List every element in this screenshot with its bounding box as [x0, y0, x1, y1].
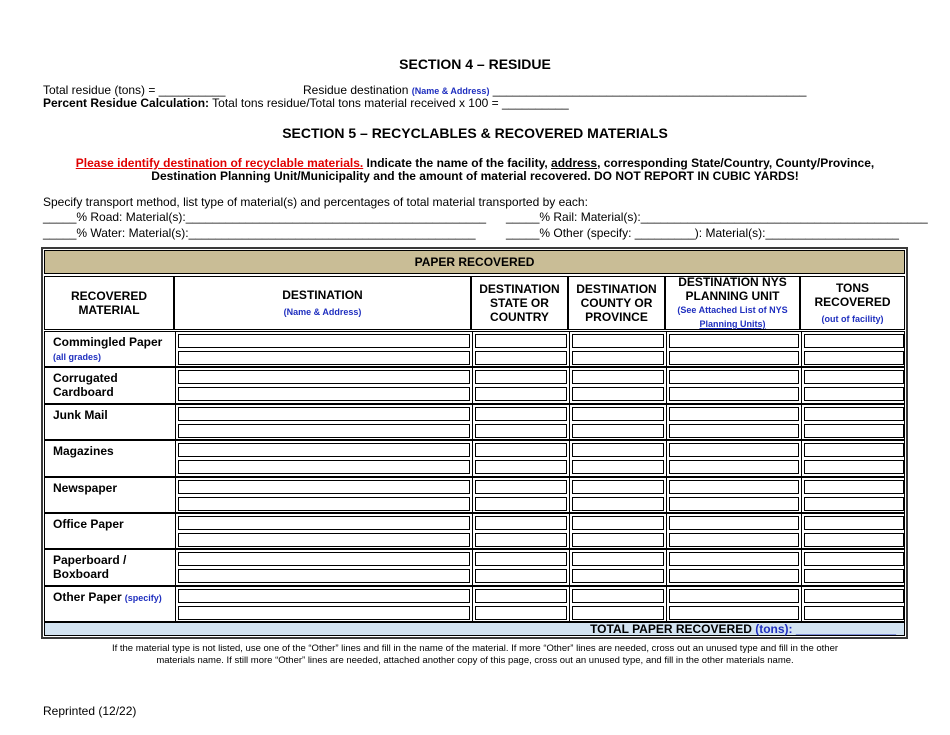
- county-input[interactable]: [572, 533, 664, 547]
- material-label: Paperboard / Boxboard: [53, 553, 127, 582]
- table-row: [44, 549, 905, 585]
- material-label: Commingled Paper (all grades): [53, 335, 163, 362]
- county-input[interactable]: [572, 370, 664, 384]
- tons-input[interactable]: [804, 533, 904, 547]
- destination-input[interactable]: [178, 407, 470, 421]
- county-input[interactable]: [572, 351, 664, 365]
- water-transport-field[interactable]: _____% Water: Material(s):___________________________________________: [43, 226, 476, 240]
- footnote-line1: If the material type is not listed, use one of the “Other” lines and fill in the name of the material. If more “Other” lines are needed, cross out an unused type and fill in the other: [111, 643, 839, 654]
- header-destination-note: (Name & Address): [283, 306, 362, 317]
- tons-input[interactable]: [804, 480, 904, 494]
- planning-unit-input[interactable]: [669, 424, 799, 438]
- planning-unit-input[interactable]: [669, 497, 799, 511]
- planning-units-link[interactable]: Planning Units): [699, 319, 766, 329]
- state-input[interactable]: [475, 552, 567, 566]
- planning-note: (See Attached List of NYS: [677, 305, 788, 315]
- state-input[interactable]: [475, 533, 567, 547]
- road-transport-field[interactable]: _____% Road: Material(s):_____________________________________________: [43, 210, 487, 224]
- section5-title: SECTION 5 – RECYCLABLES & RECOVERED MATERIALS: [282, 125, 668, 141]
- state-input[interactable]: [475, 351, 567, 365]
- material-note: (specify): [124, 592, 162, 603]
- county-input[interactable]: [572, 387, 664, 401]
- tons-input[interactable]: [804, 424, 904, 438]
- header-destination-county: DESTINATION COUNTY OR PROVINCE: [568, 276, 665, 330]
- table-row: [44, 440, 905, 476]
- destination-input[interactable]: [178, 387, 470, 401]
- destination-input[interactable]: [178, 533, 470, 547]
- material-label: Junk Mail: [53, 407, 108, 422]
- county-input[interactable]: [572, 480, 664, 494]
- state-input[interactable]: [475, 407, 567, 421]
- state-input[interactable]: [475, 516, 567, 530]
- planning-unit-input[interactable]: [669, 606, 799, 620]
- other-transport-field[interactable]: _____% Other (specify: _________): Material(s):____________________: [506, 226, 899, 240]
- destination-input[interactable]: [178, 589, 470, 603]
- header-destination-state: DESTINATION STATE OR COUNTRY: [471, 276, 568, 330]
- planning-unit-input[interactable]: [669, 533, 799, 547]
- state-input[interactable]: [475, 334, 567, 348]
- rail-transport-field[interactable]: _____% Rail: Material(s):___________________________________________: [506, 210, 928, 224]
- state-input[interactable]: [475, 606, 567, 620]
- planning-unit-input[interactable]: [669, 569, 799, 583]
- tons-input[interactable]: [804, 589, 904, 603]
- material-label: Magazines: [53, 444, 114, 459]
- reprinted-date: Reprinted (12/22): [43, 704, 137, 718]
- county-input[interactable]: [572, 497, 664, 511]
- residue-destination-label: Residue destination: [303, 83, 409, 97]
- instruction-text-2: , corresponding State/Country, County/Province,: [597, 156, 875, 170]
- destination-input[interactable]: [178, 443, 470, 457]
- destination-input[interactable]: [178, 606, 470, 620]
- residue-destination-line: _______________________________________________: [492, 83, 807, 97]
- planning-unit-input[interactable]: [669, 351, 799, 365]
- material-note: (all grades): [53, 352, 102, 362]
- header-destination: DESTINATION (Name & Address): [174, 276, 471, 330]
- county-input[interactable]: [572, 606, 664, 620]
- header-tons-recovered: TONS RECOVERED (out of facility): [800, 276, 905, 330]
- material-label: Other Paper (specify): [53, 589, 162, 604]
- planning-unit-input[interactable]: [669, 334, 799, 348]
- tons-input[interactable]: [804, 497, 904, 511]
- table-row: [44, 586, 905, 622]
- county-input[interactable]: [572, 424, 664, 438]
- state-input[interactable]: [475, 370, 567, 384]
- table-row: [44, 367, 905, 403]
- material-label: Corrugated Cardboard: [53, 371, 118, 400]
- state-input[interactable]: [475, 443, 567, 457]
- percent-residue-label: Percent Residue Calculation:: [43, 96, 210, 110]
- state-input[interactable]: [475, 569, 567, 583]
- section5-instruction-line2: Destination Planning Unit/Municipality and the amount of material recovered. DO NOT REPORT IN CUBIC YARDS!: [151, 169, 799, 183]
- destination-input[interactable]: [178, 351, 470, 365]
- state-input[interactable]: [475, 424, 567, 438]
- percent-residue-formula: Total tons residue/Total tons material received x 100 = __________: [212, 96, 569, 110]
- planning-unit-input[interactable]: [669, 460, 799, 474]
- county-input[interactable]: [572, 569, 664, 583]
- total-tons-input[interactable]: _______________: [795, 622, 896, 636]
- planning-unit-input[interactable]: [669, 370, 799, 384]
- total-residue-field[interactable]: Total residue (tons) = __________: [43, 83, 226, 97]
- county-input[interactable]: [572, 443, 664, 457]
- destination-input[interactable]: [178, 370, 470, 384]
- table-row: [44, 513, 905, 549]
- instruction-text-1: Indicate the name of the facility,: [363, 156, 552, 170]
- planning-unit-input[interactable]: [669, 480, 799, 494]
- total-label: TOTAL PAPER RECOVERED: [590, 622, 752, 636]
- planning-unit-input[interactable]: [669, 516, 799, 530]
- planning-unit-input[interactable]: [669, 407, 799, 421]
- county-input[interactable]: [572, 407, 664, 421]
- county-input[interactable]: [572, 516, 664, 530]
- county-input[interactable]: [572, 552, 664, 566]
- tons-input[interactable]: [804, 407, 904, 421]
- state-input[interactable]: [475, 589, 567, 603]
- state-input[interactable]: [475, 460, 567, 474]
- material-label: Office Paper: [53, 517, 124, 531]
- tons-input[interactable]: [804, 552, 904, 566]
- residue-destination-note: (Name & Address): [411, 86, 490, 96]
- instruction-address: address: [551, 156, 598, 170]
- destination-input[interactable]: [178, 334, 470, 348]
- state-input[interactable]: [475, 387, 567, 401]
- tons-input[interactable]: [804, 569, 904, 583]
- state-input[interactable]: [475, 480, 567, 494]
- destination-input[interactable]: [178, 552, 470, 566]
- planning-unit-input[interactable]: [669, 589, 799, 603]
- county-input[interactable]: [572, 589, 664, 603]
- table-title: PAPER RECOVERED: [44, 250, 905, 274]
- tons-input[interactable]: [804, 334, 904, 348]
- header-recovered-material: RECOVERED MATERIAL: [44, 276, 174, 330]
- percent-residue-row[interactable]: [43, 96, 569, 110]
- header-planning-unit: DESTINATION NYS PLANNING UNIT (See Attached List of NYS Planning Units): [665, 276, 800, 330]
- table-row: [44, 331, 905, 367]
- table-row: [44, 477, 905, 513]
- tons-input[interactable]: [804, 460, 904, 474]
- county-input[interactable]: [572, 334, 664, 348]
- destination-input[interactable]: [178, 480, 470, 494]
- paper-recovered-table: [41, 247, 908, 639]
- material-label: Newspaper: [53, 480, 118, 495]
- section4-title: SECTION 4 – RESIDUE: [399, 56, 551, 72]
- section5-instruction-line1: [0, 156, 950, 170]
- tons-input[interactable]: [804, 443, 904, 457]
- instruction-warning: Please identify destination of recyclable materials.: [75, 156, 364, 170]
- tons-input[interactable]: [804, 351, 904, 365]
- tons-input[interactable]: [804, 370, 904, 384]
- destination-input[interactable]: [178, 497, 470, 511]
- county-input[interactable]: [572, 460, 664, 474]
- destination-input[interactable]: [178, 516, 470, 530]
- tons-input[interactable]: [804, 606, 904, 620]
- destination-input[interactable]: [178, 424, 470, 438]
- planning-unit-input[interactable]: [669, 387, 799, 401]
- planning-unit-input[interactable]: [669, 443, 799, 457]
- planning-unit-input[interactable]: [669, 552, 799, 566]
- footnote-line2: materials name. If still more “Other” lines are needed, attached another copy of this page, cross out an unused type, and fill in the other materials name.: [156, 655, 794, 666]
- transport-intro: Specify transport method, list type of material(s) and percentages of total material transported by each:: [43, 195, 588, 209]
- tons-note: (out of facility): [821, 313, 884, 324]
- tons-input[interactable]: [804, 516, 904, 530]
- tons-input[interactable]: [804, 387, 904, 401]
- state-input[interactable]: [475, 497, 567, 511]
- table-row: [44, 404, 905, 440]
- total-row: [44, 622, 905, 636]
- destination-input[interactable]: [178, 460, 470, 474]
- residue-destination-field[interactable]: [303, 83, 806, 97]
- total-unit: (tons):: [755, 622, 793, 636]
- destination-input[interactable]: [178, 569, 470, 583]
